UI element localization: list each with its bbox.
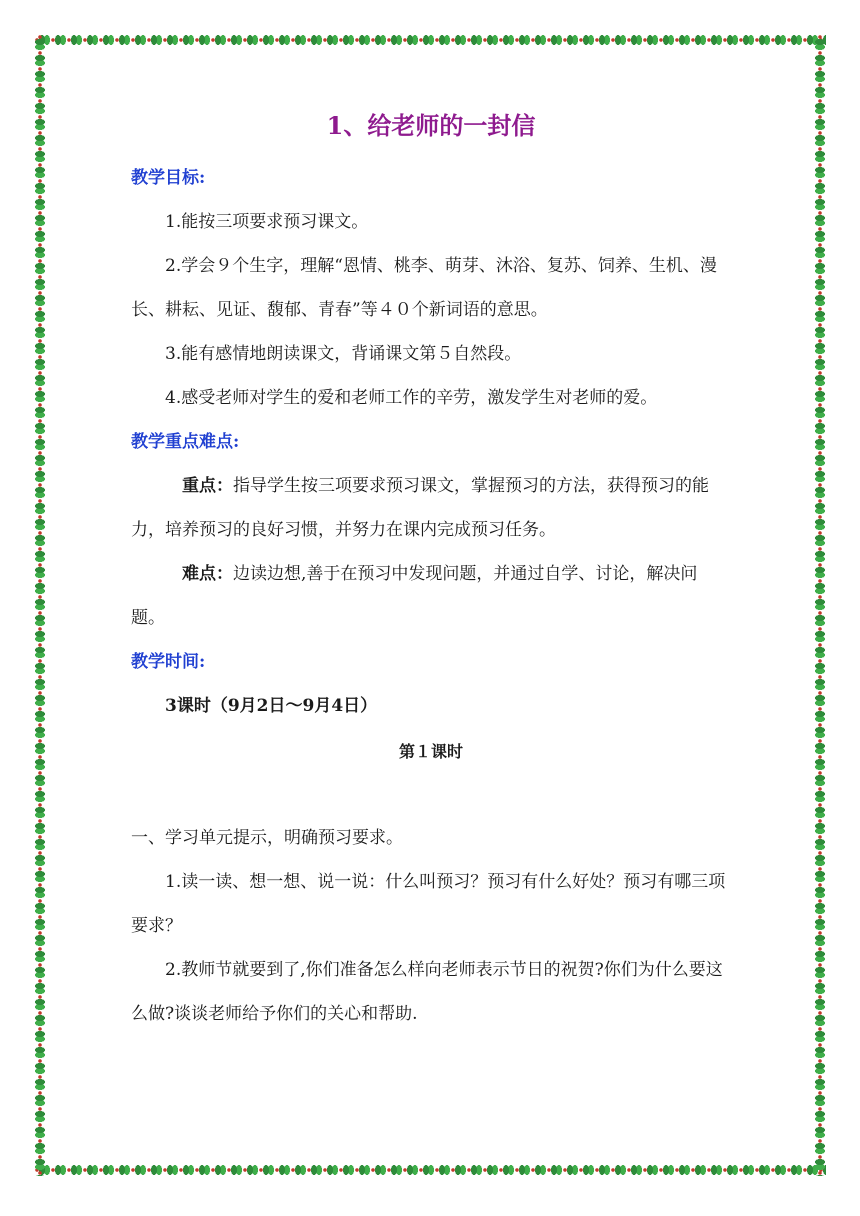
time-heading: 教学时间: xyxy=(131,652,206,672)
border-bottom xyxy=(34,1164,826,1176)
section-item: 1.读一读、想一想、说一说：什么叫预习？预习有什么好处？预习有哪三项要求？ xyxy=(131,872,726,936)
key-text: 指导学生按三项要求预习课文，掌握预习的方法，获得预习的能力，培养预习的良好习惯，并努力在课内完成预习任务。 xyxy=(131,476,709,540)
focus-heading: 教学重点难点: xyxy=(131,432,240,452)
goal-item: 3.能有感情地朗读课文，背诵课文第５自然段。 xyxy=(165,344,522,364)
border-right xyxy=(814,34,826,1176)
goal-item: 2.学会９个生字，理解“恩情、桃李、萌芽、沐浴、复苏、饲养、生机、漫长、耕耘、见证、馥郁、青春”等４０个新词语的意思。 xyxy=(131,256,717,320)
goals-heading: 教学目标: xyxy=(131,168,206,188)
goal-item: 4.感受老师对学生的爱和老师工作的辛劳，激发学生对老师的爱。 xyxy=(165,388,658,408)
key-label: 重点： xyxy=(182,476,233,496)
difficult-label: 难点： xyxy=(182,564,233,584)
section-item: 2.教师节就要到了,你们准备怎么样向老师表示节日的祝贺?你们为什么要这么做?谈谈老师给予你们的关心和帮助. xyxy=(131,960,723,1024)
key-point xyxy=(131,464,731,552)
difficult-point xyxy=(131,552,731,640)
lesson-time xyxy=(131,684,731,728)
border-top xyxy=(34,34,826,46)
lesson-text: 课时（9月2日～9月4日） xyxy=(176,696,378,716)
lesson-count: 3 xyxy=(165,696,177,716)
section-title: 一、学习单元提示，明确预习要求。 xyxy=(131,828,403,848)
document-body xyxy=(131,106,731,1036)
border-left xyxy=(34,34,46,1176)
session-title: 第１课时 xyxy=(398,742,463,761)
difficult-text: 边读边想,善于在预习中发现问题，并通过自学、讨论，解决问题。 xyxy=(131,564,698,628)
page-title: 1、给老师的一封信 xyxy=(326,111,536,140)
goal-item: 1.能按三项要求预习课文。 xyxy=(165,212,369,232)
